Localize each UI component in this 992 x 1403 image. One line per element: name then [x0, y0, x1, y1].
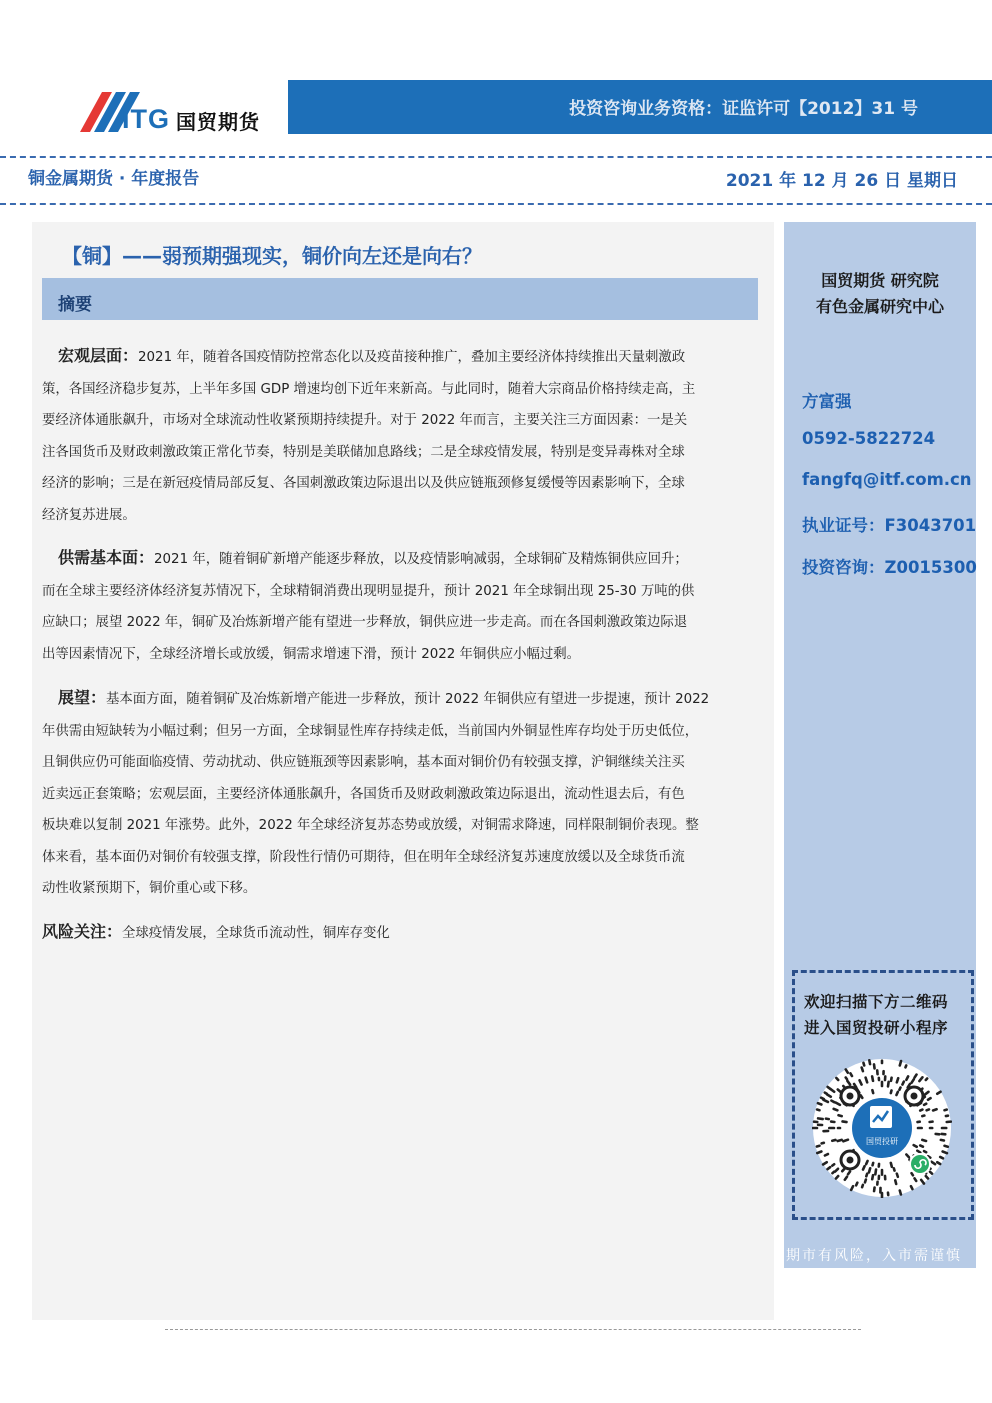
section-risk [42, 916, 756, 950]
org-department: 有色金属研究中心 [815, 297, 944, 316]
analyst-email[interactable]: fangfq@itf.com.cn [802, 470, 972, 489]
logo-itg-text: ITG [122, 104, 170, 134]
section-line: 近卖远正套策略；宏观层面，主要经济体通胀飙升，各国货币及财政刺激政策边际退出，流动性退去后，有色 [42, 786, 685, 802]
qr-caption-line1: 欢迎扫描下方二维码 [804, 993, 949, 1011]
footer-divider [165, 1329, 861, 1330]
section-line: 注各国货币及财政刺激政策正常化节奏，特别是美联储加息路线；二是全球疫情发展，特别是变异毒株对全球 [42, 444, 685, 460]
abstract-label: 摘要 [58, 295, 92, 315]
section-line: 经济复苏进展。 [42, 507, 136, 523]
license-text: 投资咨询业务资格：证监许可【2012】31 号 [569, 99, 918, 119]
section-line: 要经济体通胀飙升，市场对全球流动性收紧预期持续提升。对于 2022 年而言，主要关注三方面因素：一是关 [42, 413, 688, 428]
section-lead: 宏观层面： [58, 346, 139, 365]
logo-company-name: 国贸期货 [176, 110, 260, 134]
mini-program-qr-icon[interactable] [812, 1058, 952, 1198]
report-title: 【铜】——弱预期强现实，铜价向左还是向右？ [62, 244, 482, 268]
abstract-header-bar [42, 278, 758, 320]
section-line: 而在全球主要经济体经济复苏情况下，全球精铜消费出现明显提升，预计 2021 年全球铜出现 25-30 万吨的供 [42, 583, 695, 599]
section-line: 年供需由短缺转为小幅过剩；但另一方面，全球铜显性库存持续走低，当前国内外铜显性库存均处于历史低位， [42, 723, 699, 739]
analyst-advisory: 投资咨询：Z0015300 [802, 558, 977, 577]
report-date: 2021 年 12 月 26 日 星期日 [725, 171, 958, 191]
section-lead: 供需基本面： [58, 548, 155, 567]
analyst-cert: 执业证号：F3043701 [802, 516, 977, 535]
divider-bottom [0, 203, 992, 205]
section-lead: 风险关注： [42, 922, 123, 941]
section-macro [42, 340, 756, 531]
section-line: 经济的影响；三是在新冠疫情局部反复、各国刺激政策边际退出以及供应链瓶颈修复缓慢等因素影响下，全球 [42, 476, 685, 491]
section-line: 2021 年，随着铜矿新增产能逐步释放，以及疫情影响减弱，全球铜矿及精炼铜供应回升； [154, 552, 688, 567]
section-line: 2021 年，随着各国疫情防控常态化以及疫苗接种推广，叠加主要经济体持续推出天量刺激政 [138, 350, 686, 365]
section-line: 板块难以复制 2021 年涨势。此外，2022 年全球经济复苏态势或放缓，对铜需求降速，同样限制铜价表现。整 [42, 818, 699, 833]
section-line: 出等因素情况下，全球经济增长或放缓，铜需求增速下滑，预计 2022 年铜供应小幅过剩。 [42, 646, 581, 662]
qr-caption-line2: 进入国贸投研小程序 [804, 1019, 949, 1037]
analyst-name: 方富强 [802, 392, 852, 411]
section-outlook [42, 682, 756, 905]
section-line: 基本面方面，随着铜矿及冶炼新增产能进一步释放，预计 2022 年铜供应有望进一步提速，预计 2022 [106, 692, 710, 707]
section-supply-demand [42, 542, 756, 670]
qr-center-label: 国贸投研 [866, 1137, 898, 1146]
risk-disclaimer: 期市有风险，入市需谨慎 [786, 1248, 962, 1264]
report-category: 铜金属期货 · 年度报告 [28, 169, 200, 189]
analyst-phone: 0592-5822724 [802, 429, 936, 448]
org-name: 国贸期货 研究院 [821, 271, 939, 290]
section-lead: 展望： [58, 688, 107, 707]
section-line: 策，各国经济稳步复苏，上半年多国 GDP 增速均创下近年来新高。与此同时，随着大宗商品价格持续走高，主 [42, 381, 696, 397]
section-line: 应缺口；展望 2022 年，铜矿及冶炼新增产能有望进一步释放，铜供应进一步走高。而在各国刺激政策边际退 [42, 615, 688, 630]
section-line: 体来看，基本面仍对铜价有较强支撑，阶段性行情仍可期待，但在明年全球经济复苏速度放缓以及全球货币流 [42, 849, 685, 865]
section-line: 动性收紧预期下，铜价重心或下移。 [42, 881, 257, 896]
divider-top [0, 156, 992, 158]
section-line: 且铜供应仍可能面临疫情、劳动扰动、供应链瓶颈等因素影响，基本面对铜价仍有较强支撑，沪铜继续关注买 [42, 755, 685, 770]
section-line: 全球疫情发展，全球货币流动性，铜库存变化 [122, 926, 390, 941]
